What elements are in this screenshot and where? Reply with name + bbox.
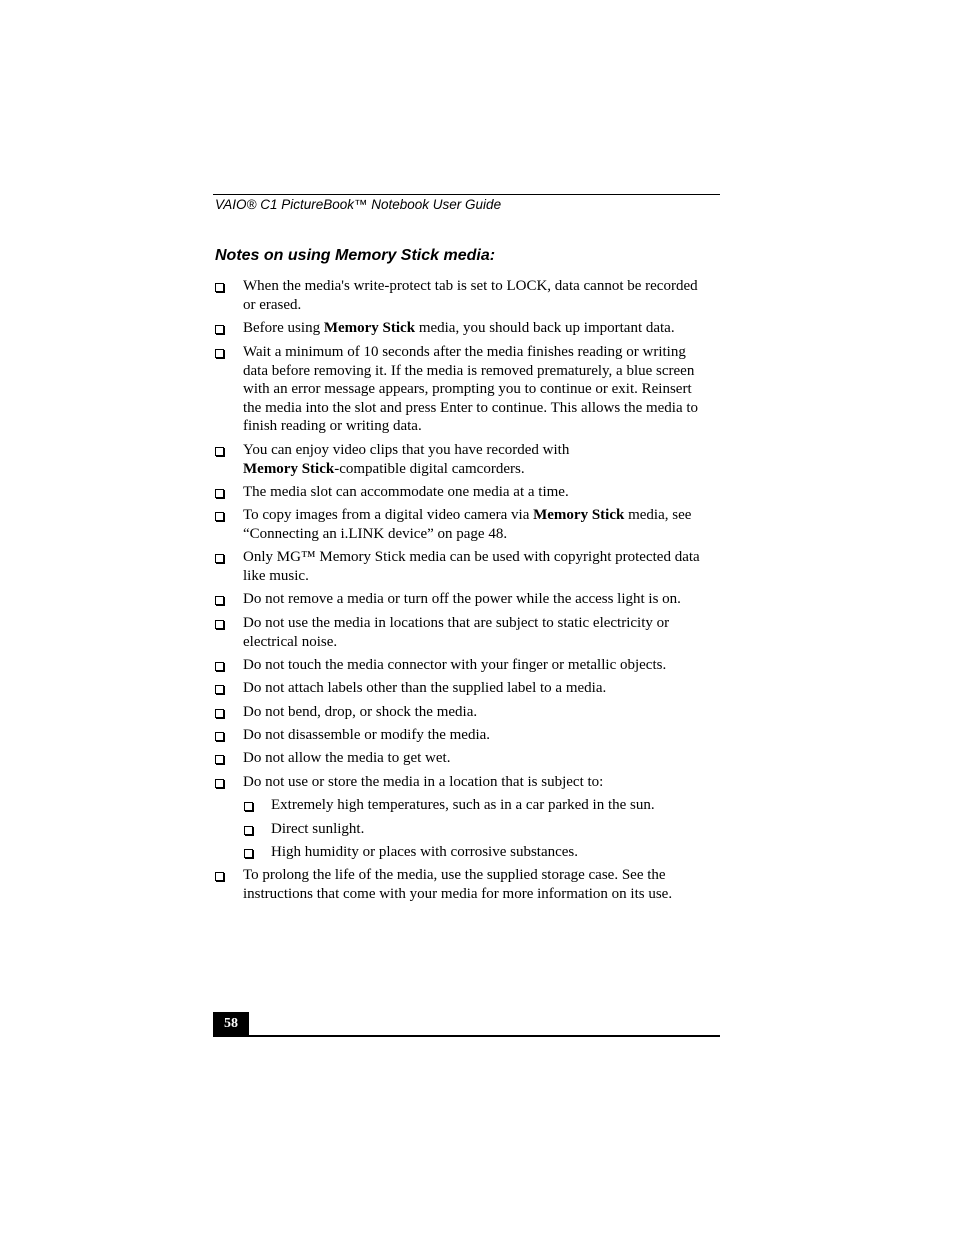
list-item-text: When the media's write-protect tab is set to LOCK, data cannot be recorded or erased. [243, 278, 698, 313]
page-number: 58 [213, 1012, 249, 1036]
list-item-text: Only MG™ Memory Stick media can be used with copyright protected data like music. [243, 549, 700, 584]
checkbox-bullet-icon [215, 732, 224, 741]
list-item-text: Do not touch the media connector with your finger or metallic objects. [243, 657, 667, 673]
checkbox-bullet-icon [244, 826, 253, 835]
running-header: VAIO® C1 PictureBook™ Notebook User Guide [215, 197, 502, 212]
checkbox-bullet-icon [244, 802, 253, 811]
checkbox-bullet-icon [244, 849, 253, 858]
checkbox-bullet-icon [215, 685, 224, 694]
checkbox-bullet-icon [215, 349, 224, 358]
checkbox-bullet-icon [215, 755, 224, 764]
checkbox-bullet-icon [215, 283, 224, 292]
checkbox-bullet-icon [215, 620, 224, 629]
section-heading: Notes on using Memory Stick media: [215, 247, 496, 264]
list-item-text: Do not remove a media or turn off the power while the access light is on. [243, 591, 681, 607]
checkbox-bullet-icon [215, 779, 224, 788]
list-item-text: Do not disassemble or modify the media. [243, 727, 491, 743]
list-item-text: Do not use the media in locations that are subject to static electricity or electrical noise. [243, 615, 670, 650]
sub-list-item-text: Direct sunlight. [271, 821, 365, 837]
list-item-text: The media slot can accommodate one media at a time. [243, 484, 569, 500]
checkbox-bullet-icon [215, 447, 224, 456]
product-name: Memory Stick [323, 320, 416, 336]
list-item-text: Do not allow the media to get wet. [243, 750, 451, 766]
list-item-text: Do not attach labels other than the supplied label to a media. [243, 680, 607, 696]
list-item-text: Do not bend, drop, or shock the media. [243, 704, 478, 720]
checkbox-bullet-icon [215, 325, 224, 334]
checkbox-bullet-icon [215, 872, 224, 881]
checkbox-bullet-icon [215, 662, 224, 671]
list-item-text: Before using Memory Stick media, you should back up important data. [243, 320, 675, 336]
list-item-text: To copy images from a digital video camera via Memory Stick media, see “Connecting an i.LINK device” on page 48. [243, 507, 692, 542]
checkbox-bullet-icon [215, 709, 224, 718]
header-rule [213, 194, 720, 195]
list-item-text: Do not use or store the media in a location that is subject to: [243, 774, 604, 790]
cross-reference-link: “Connecting an i.LINK device” on page 48. [243, 525, 508, 542]
checkbox-bullet-icon [215, 489, 224, 498]
list-item-text: Wait a minimum of 10 seconds after the media finishes reading or writing data before removing it. If the media is removed prematurely, a blue screen with an error message appears, prompting you to continue or exit. Reinsert the media into the slot and press Enter to continue. This allows the media to finish reading or writing data. [243, 344, 699, 435]
list-item-text: You can enjoy video clips that you have recorded with Memory Stick-compatible digital camcorders. [243, 442, 570, 477]
product-name: Memory Stick [533, 507, 625, 523]
product-name: Memory Stick [243, 460, 335, 477]
sub-list-item-text: Extremely high temperatures, such as in a car parked in the sun. [271, 797, 655, 813]
checkbox-bullet-icon [215, 596, 224, 605]
list-item-text: To prolong the life of the media, use the supplied storage case. See the instructions that come with your media for more information on its use. [243, 867, 673, 902]
checkbox-bullet-icon [215, 554, 224, 563]
checkbox-bullet-icon [215, 512, 224, 521]
footer-rule [213, 1035, 720, 1037]
sub-list-item-text: High humidity or places with corrosive substances. [271, 844, 579, 860]
